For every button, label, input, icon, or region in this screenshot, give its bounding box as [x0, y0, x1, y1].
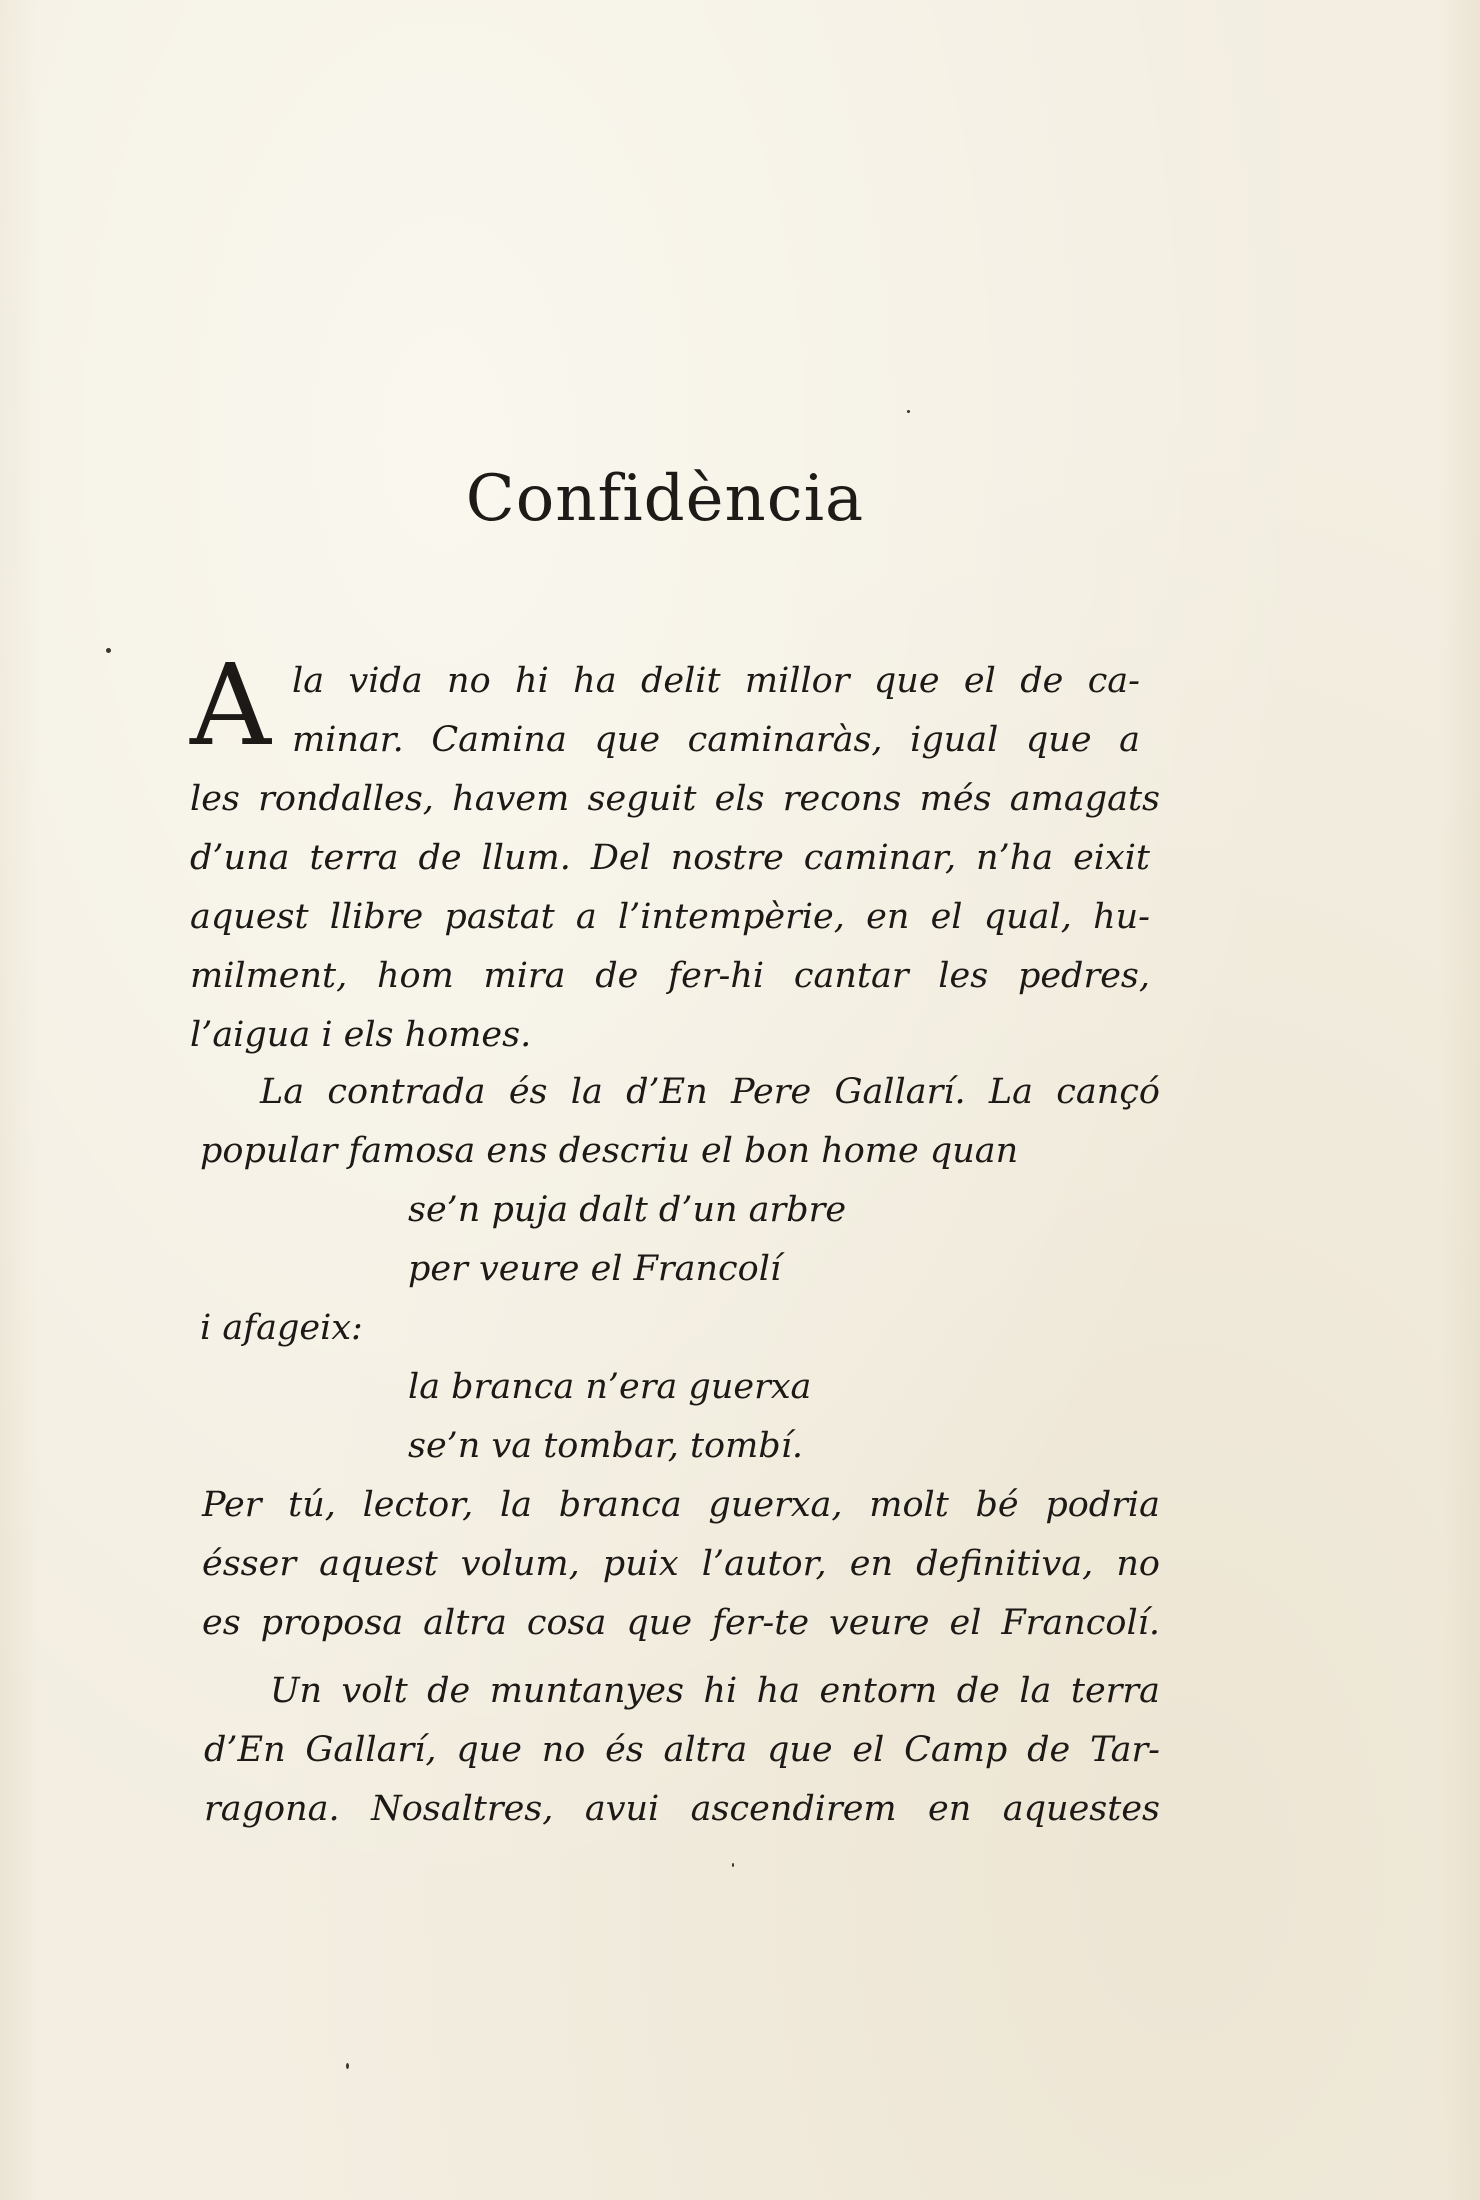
verse-line: se’n va tombar, tombí. — [408, 1426, 804, 1466]
paper-speck — [106, 648, 111, 653]
text-line: d’En Gallarí, que no és altra que el Camp de Tar- — [204, 1730, 1160, 1770]
text-line: Un volt de muntanyes hi ha entorn de la terra — [270, 1671, 1160, 1711]
drop-cap-letter: A — [190, 641, 271, 771]
paper-speck — [346, 2063, 349, 2069]
paper-speck — [907, 410, 910, 413]
text-line: popular famosa ens descriu el bon home quan — [200, 1131, 1019, 1171]
text-line: d’una terra de llum. Del nostre caminar, n’ha eixit — [190, 838, 1150, 878]
text-line: aquest llibre pastat a l’intempèrie, en el qual, hu- — [190, 897, 1150, 937]
verse-line: per veure el Francolí — [408, 1249, 782, 1289]
verse-line: la branca n’era guerxa — [408, 1367, 812, 1407]
text-line: es proposa altra cosa que fer-te veure el Francolí. — [202, 1603, 1160, 1643]
text-line: ésser aquest volum, puix l’autor, en definitiva, no — [202, 1544, 1160, 1584]
text-line: ragona. Nosaltres, avui ascendirem en aquestes — [204, 1789, 1160, 1829]
text-line: La contrada és la d’En Pere Gallarí. La cançó — [260, 1072, 1160, 1112]
text-line: l’aigua i els homes. — [190, 1015, 532, 1055]
text-line: la vida no hi ha delit millor que el de ca- — [292, 661, 1140, 701]
text-line: minar. Camina que caminaràs, igual que a — [292, 720, 1140, 760]
chapter-title: Confidència — [465, 462, 865, 536]
paper-speck — [732, 1863, 734, 1867]
text-line: milment, hom mira de fer-hi cantar les pedres, — [190, 956, 1150, 996]
text-line: Per tú, lector, la branca guerxa, molt bé podria — [202, 1485, 1160, 1525]
verse-line: se’n puja dalt d’un arbre — [408, 1190, 847, 1230]
text-line: les rondalles, havem seguit els recons més amagats — [190, 779, 1160, 819]
text-line: i afageix: — [200, 1308, 363, 1348]
